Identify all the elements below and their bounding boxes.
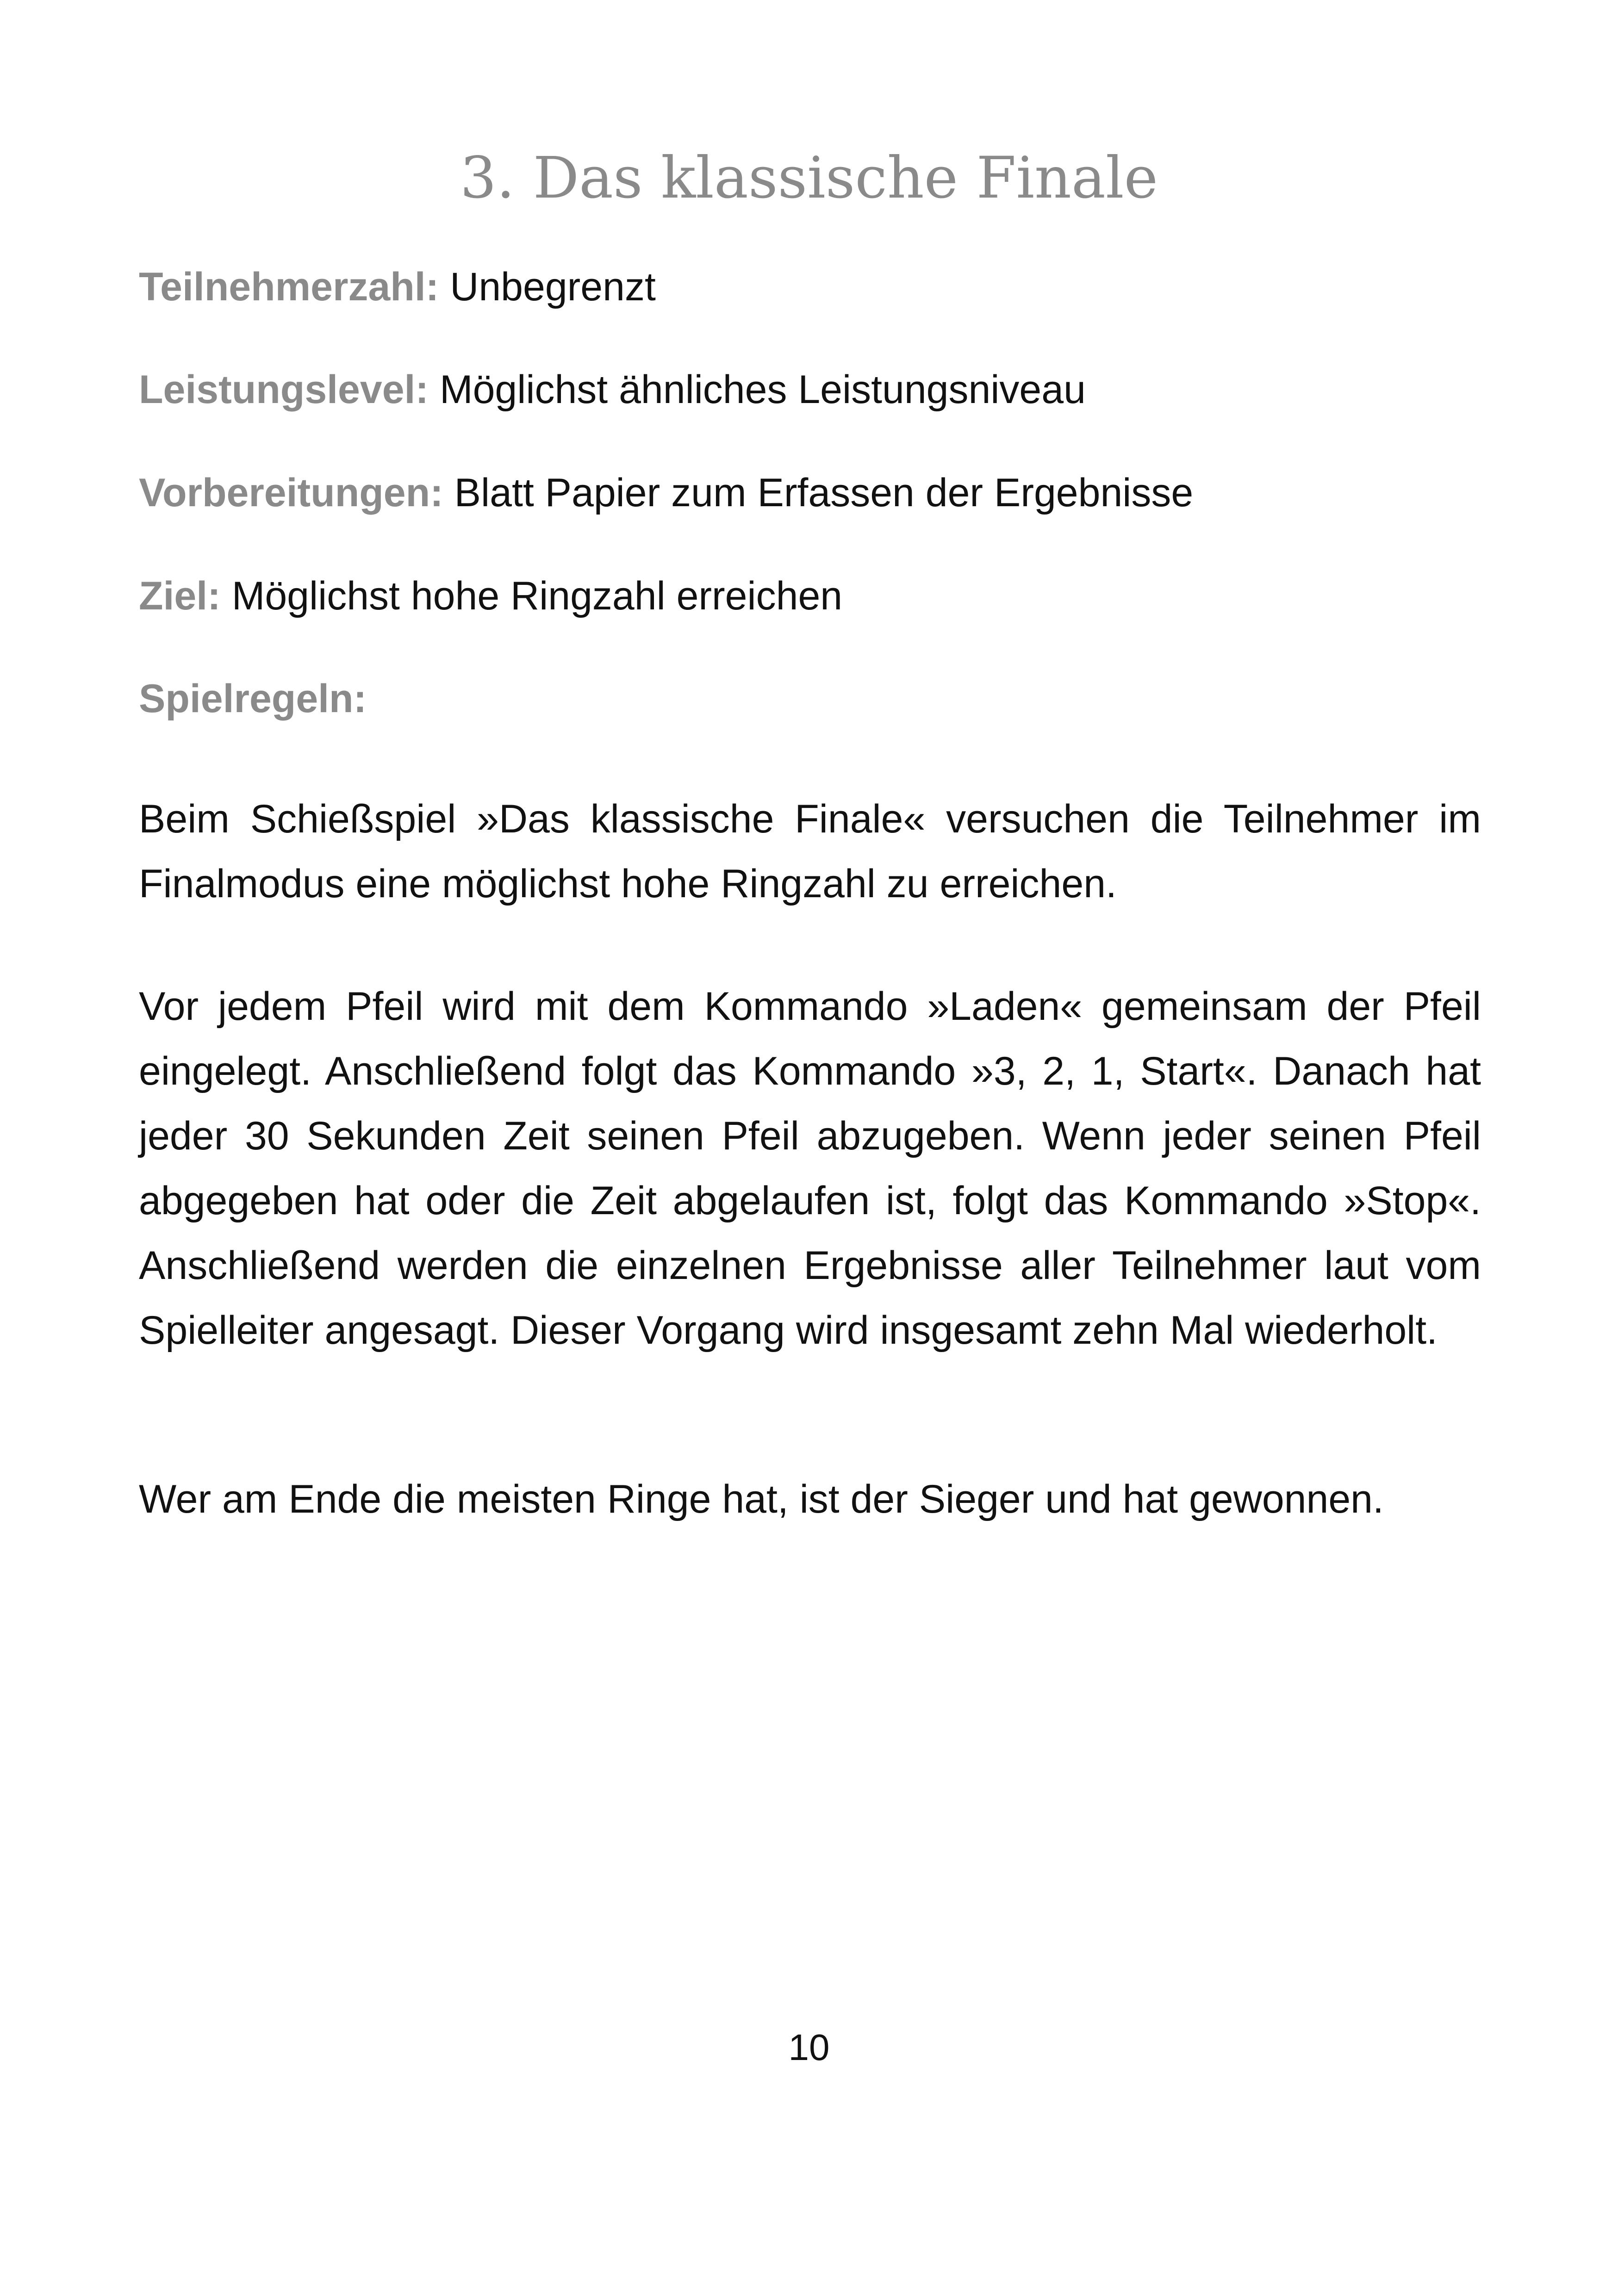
meta-participants-label: Teilnehmerzahl:	[139, 265, 439, 309]
meta-preparation-label: Vorbereitungen:	[139, 471, 443, 515]
paragraph-intro: Beim Schießspiel »Das klassische Finale« versuchen die Teilnehmer im Finalmodus eine möglichst hohe Ringzahl zu erreichen.	[139, 797, 1481, 906]
meta-participants-value: Unbegrenzt	[450, 265, 656, 309]
meta-goal-label: Ziel:	[139, 574, 221, 618]
meta-preparation-value: Blatt Papier zum Erfassen der Ergebnisse	[454, 471, 1194, 515]
meta-participants	[139, 259, 1481, 315]
meta-level-value: Möglichst ähnliches Leistungsniveau	[439, 367, 1086, 412]
meta-preparation	[139, 465, 1481, 521]
meta-rules	[139, 671, 1481, 726]
meta-level-label: Leistungslevel:	[139, 367, 429, 412]
meta-goal	[139, 568, 1481, 624]
paragraph-winner: Wer am Ende die meisten Ringe hat, ist der Sieger und hat gewonnen.	[139, 1477, 1384, 1521]
page-number: 10	[788, 2027, 830, 2068]
meta-rules-label: Spielregeln:	[139, 676, 367, 721]
paragraph-procedure: Vor jedem Pfeil wird mit dem Kommando »Laden« gemeinsam der Pfeil eingelegt. Anschließend folgt das Kommando »3, 2, 1, Start«. Danach hat jeder 30 Sekunden Zeit seinen Pfeil abzugeben. Wenn jeder seinen Pfeil abgegeben hat oder die Zeit abgelaufen ist, folgt das Kommando »Stop«. Anschließend werden die einzelnen Ergebnisse aller Teilnehmer laut vom Spielleiter angesagt. Dieser Vorgang wird insgesamt zehn Mal wiederholt.	[139, 984, 1481, 1353]
meta-level	[139, 362, 1481, 417]
meta-goal-value: Möglichst hohe Ringzahl erreichen	[231, 574, 843, 618]
page-title: 3. Das klassische Finale	[460, 145, 1158, 211]
